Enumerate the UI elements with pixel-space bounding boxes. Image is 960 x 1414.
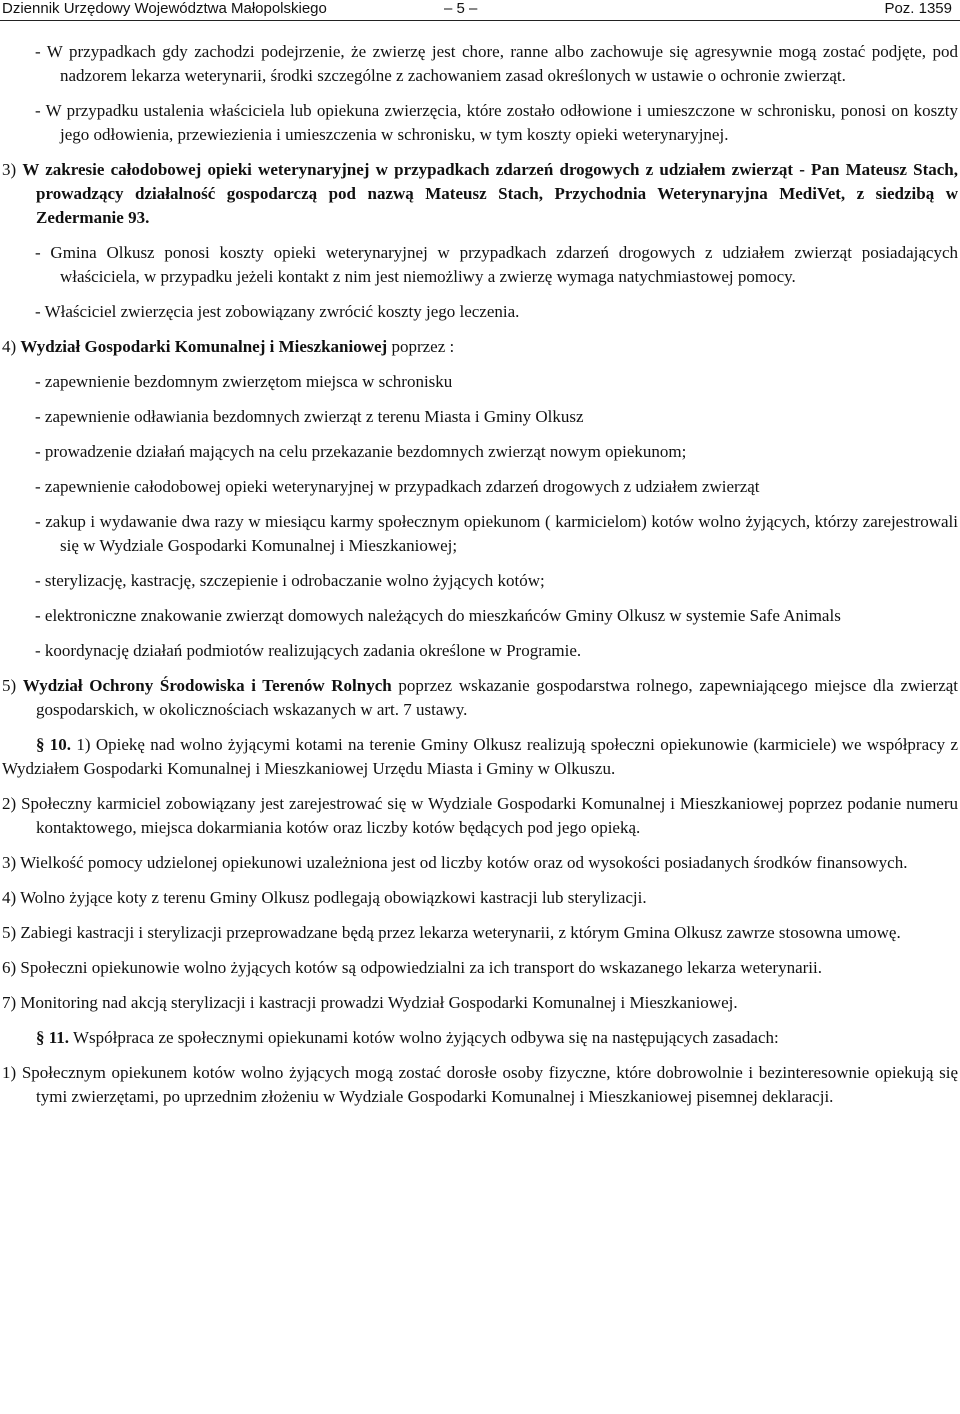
item-number: 5) (2, 676, 17, 695)
item-text: poprzez : (391, 337, 455, 356)
item-heading: Wydział Gospodarki Komunalnej i Mieszkaniowej (20, 337, 388, 356)
section-text: 1) Opiekę nad wolno żyjącymi kotami na terenie Gminy Olkusz realizują społeczni opiekunowie (karmiciele) we współpracy z Wydziałem Gospodarki Komunalnej i Mieszkaniowej Urzędu Miasta i Gminy w Olkuszu. (2, 735, 959, 778)
point-number: 7) (2, 993, 17, 1012)
point-4 (0, 886, 960, 910)
section-number: § 10. (36, 735, 72, 754)
item-number: 4) (2, 337, 17, 356)
paragraph-text: - W przypadku ustalenia właściciela lub opiekuna zwierzęcia, które zostało odłowione i umieszczone w schronisku, ponosi on koszty jego odłowienia, przewiezienia i umieszczenia w schronisku, w tym koszty opieki weterynaryjnej. (35, 101, 958, 144)
page-number: – 5 – (444, 0, 478, 17)
list-item-text: - zapewnienie odławiania bezdomnych zwierząt z terenu Miasta i Gminy Olkusz (35, 407, 584, 426)
item-heading: W zakresie całodobowej opieki weterynaryjnej w przypadkach zdarzeń drogowych z udziałem zwierząt - Pan Mateusz Stach, prowadzący działalność gospodarczą pod nazwą Mateusz Stach, Przychodnia Weterynaryjna MediVet, z siedzibą w Zedermanie 93. (22, 160, 959, 227)
point-number: 6) (2, 958, 17, 977)
point-number: 4) (2, 888, 17, 907)
item-4-department (0, 335, 960, 359)
list-item (0, 639, 960, 663)
point-1 (0, 1061, 960, 1109)
list-item (0, 510, 960, 558)
list-item-text: - koordynację działań podmiotów realizujących zadania określone w Programie. (35, 641, 582, 660)
list-item-text: - zapewnienie całodobowej opieki weterynaryjnej w przypadkach zdarzeń drogowych z udziałem zwierząt (35, 477, 760, 496)
section-10 (0, 733, 960, 781)
point-text: Społeczni opiekunowie wolno żyjących kotów są odpowiedzialni za ich transport do wskazanego lekarza weterynarii. (20, 958, 822, 977)
section-11 (0, 1026, 960, 1050)
point-2 (0, 792, 960, 840)
list-item-text: - zapewnienie bezdomnym zwierzętom miejsca w schronisku (35, 372, 453, 391)
paragraph-owner-costs (0, 99, 960, 147)
paragraph-commune-costs (0, 241, 960, 289)
list-item-text: - prowadzenie działań mających na celu przekazanie bezdomnych zwierząt nowym opiekunom; (35, 442, 687, 461)
point-text: Monitoring nad akcją sterylizacji i kastracji prowadzi Wydział Gospodarki Komunalnej i Mieszkaniowej. (20, 993, 738, 1012)
paragraph-text: - W przypadkach gdy zachodzi podejrzenie, że zwierzę jest chore, ranne albo zachowuje się agresywnie mogą zostać podjęte, pod nadzorem lekarza weterynarii, środki szczególne z zachowaniem zasad określonych w ustawie o ochronie zwierząt. (35, 42, 958, 85)
list-item-text: - elektroniczne znakowanie zwierząt domowych należących do mieszkańców Gminy Olkusz w systemie Safe Animals (35, 606, 841, 625)
point-text: Wielkość pomocy udzielonej opiekunowi uzależniona jest od liczby kotów oraz od wysokości posiadanych środków finansowych. (20, 853, 908, 872)
list-item (0, 569, 960, 593)
document-body (0, 40, 960, 1109)
list-item-text: - sterylizację, kastrację, szczepienie i odrobaczanie wolno żyjących kotów; (35, 571, 545, 590)
journal-title: Dziennik Urzędowy Województwa Małopolskiego (2, 0, 327, 17)
paragraph-owner-return (0, 300, 960, 324)
list-item-text: - zakup i wydawanie dwa razy w miesiącu karmy społecznym opiekunom ( karmicielom) kotów wolno żyjących, którzy zarejestrowali się w Wydziale Gospodarki Komunalnej i Mieszkaniowej; (35, 512, 958, 555)
point-number: 3) (2, 853, 17, 872)
point-text: Społecznym opiekunem kotów wolno żyjących mogą zostać dorosłe osoby fizyczne, które dobrowolnie i bezinteresownie opiekują się tymi zwierzętami, po uprzednim złożeniu w Wydziale Gospodarki Komunalnej i Mieszkaniowej pisemnej deklaracji. (21, 1063, 959, 1106)
point-text: Zabiegi kastracji i sterylizacji przeprowadzane będą przez lekarza weterynarii, z którym Gmina Olkusz zawrze stosowna umowę. (20, 923, 901, 942)
item-heading: Wydział Ochrony Środowiska i Terenów Rolnych (22, 676, 392, 695)
item-text: poprzez wskazanie gospodarstwa rolnego, zapewniającego miejsce dla zwierząt gospodarskich, w okolicznościach wskazanych w art. 7 ustawy. (36, 676, 959, 719)
list-item (0, 370, 960, 394)
item-number: 3) (2, 160, 17, 179)
point-7 (0, 991, 960, 1015)
section-text: Współpraca ze społecznymi opiekunami kotów wolno żyjących odbywa się na następujących zasadach: (73, 1028, 779, 1047)
position-number: Poz. 1359 (884, 0, 952, 17)
page-header (0, 0, 960, 21)
section-number: § 11. (36, 1028, 70, 1047)
point-3 (0, 851, 960, 875)
point-text: Społeczny karmiciel zobowiązany jest zarejestrować się w Wydziale Gospodarki Komunalnej i Mieszkaniowej poprzez podanie numeru kontaktowego, miejsca dokarmiania kotów oraz liczby kotów będących pod jego opieką. (21, 794, 959, 837)
paragraph-suspected-illness (0, 40, 960, 88)
point-text: Wolno żyjące koty z terenu Gminy Olkusz podlegają obowiązkowi kastracji lub sterylizacji. (20, 888, 647, 907)
point-number: 5) (2, 923, 17, 942)
paragraph-text: - Właściciel zwierzęcia jest zobowiązany zwrócić koszty jego leczenia. (35, 302, 520, 321)
header-rule (0, 20, 960, 21)
point-5 (0, 921, 960, 945)
item-3-vet-care (0, 158, 960, 230)
point-6 (0, 956, 960, 980)
item-5-department (0, 674, 960, 722)
point-number: 2) (2, 794, 17, 813)
list-item (0, 405, 960, 429)
point-number: 1) (2, 1063, 17, 1082)
paragraph-text: - Gmina Olkusz ponosi koszty opieki weterynaryjnej w przypadkach zdarzeń drogowych z udziałem zwierząt posiadających właściciela, w przypadku jeżeli kontakt z nim jest niemożliwy a zwierzę wymaga natychmiastowej pomocy. (35, 243, 958, 286)
list-item (0, 440, 960, 464)
list-item (0, 475, 960, 499)
list-item (0, 604, 960, 628)
